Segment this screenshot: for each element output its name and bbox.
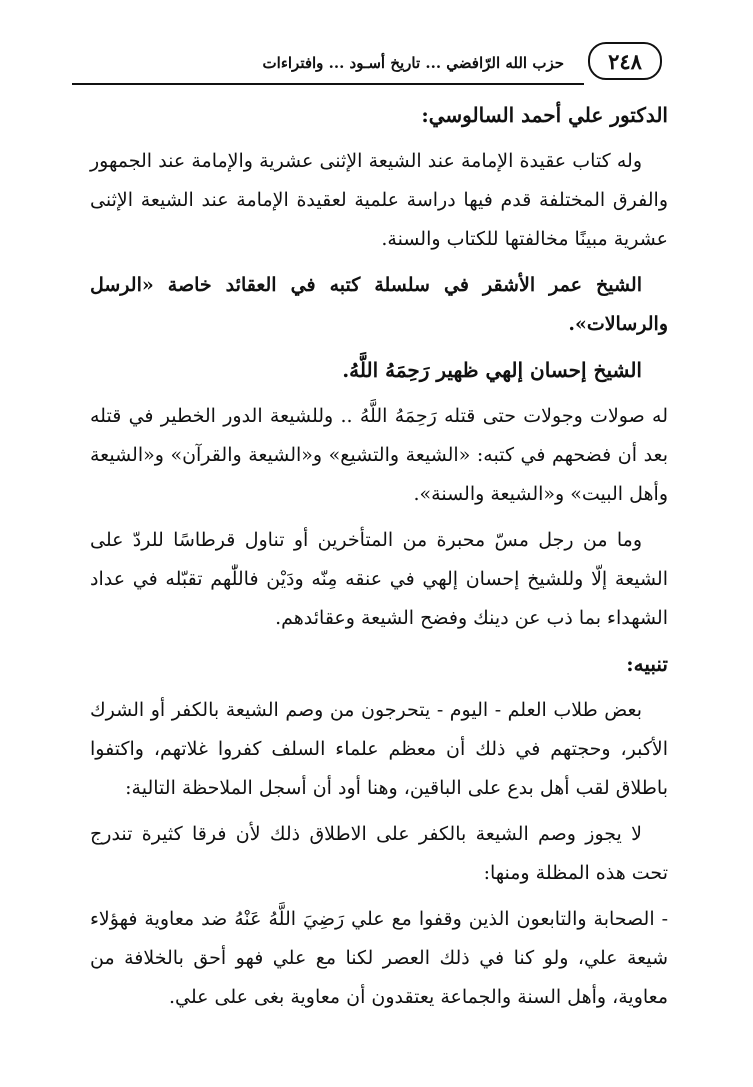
paragraph-saloosi: وله كتاب عقيدة الإمامة عند الشيعة الإثنى عشرية والإمامة عند الجمهور والفرق المختلفة قدم فيها دراسة علمية لعقيدة الإمامة عند الشيعة الإثنى عشرية مبينًا مخالفتها للكتاب والسنة. <box>90 150 668 250</box>
header-rule <box>72 83 584 85</box>
running-title: حزب الله الرّافضي ... تاريخ أسـود ... وافتراءات <box>262 54 564 72</box>
paragraph-example: - الصحابة والتابعون الذين وقفوا مع علي رَضِيَ اللَّهُ عَنْهُ ضد معاوية فهؤلاء شيعة علي، ولو كنا في ذلك العصر لكنا مع علي فهو أحق بالخلافة من معاوية، وأهل السنة والجماعة يعتقدون أن معاوية بغى على علي. <box>90 908 668 1008</box>
page-header <box>72 40 662 86</box>
paragraph-rule: لا يجوز وصم الشيعة بالكفر على الاطلاق ذلك لأن فرقا كثيرة تندرج تحت هذه المظلة ومنها: <box>90 823 668 884</box>
note-heading: تنبيه: <box>626 652 668 676</box>
page-number: ٢٤٨ <box>588 42 662 80</box>
section-heading-saloosi: الدكتور علي أحمد السالوسي: <box>421 103 668 127</box>
page-body <box>90 96 668 1024</box>
paragraph-note: بعض طلاب العلم - اليوم - يتحرجون من وصم الشيعة بالكفر أو الشرك الأكبر، وحجتهم في ذلك أن معظم علماء السلف كفروا غلاتهم، واكتفوا باطلاق لقب أهل بدع على الباقين، وهنا أود أن أسجل الملاحظة التالية: <box>90 699 668 799</box>
paragraph-zaheer: له صولات وجولات حتى قتله رَحِمَهُ اللَّهُ .. وللشيعة الدور الخطير في قتله بعد أن فضحهم في كتبه: «الشيعة والتشيع» و«الشيعة والقرآن» و«الشيعة وأهل البيت» و«الشيعة والسنة». <box>90 405 668 505</box>
paragraph-ashqar: الشيخ عمر الأشقر في سلسلة كتبه في العقائد خاصة «الرسل والرسالات». <box>90 274 668 335</box>
paragraph-zaheer-tribute: وما من رجل مسّ محبرة من المتأخرين أو تناول قرطاسًا للردّ على الشيعة إلّا وللشيخ إحسان إلهي في عنقه مِنّه ودَيْن فاللّٰهم تقبّله في عداد الشهداء بما ذب عن دينك وفضح الشيعة وعقائدهم. <box>90 529 668 629</box>
section-heading-zaheer: الشيخ إحسان إلهي ظهير رَحِمَهُ اللَّهُ. <box>342 358 642 382</box>
